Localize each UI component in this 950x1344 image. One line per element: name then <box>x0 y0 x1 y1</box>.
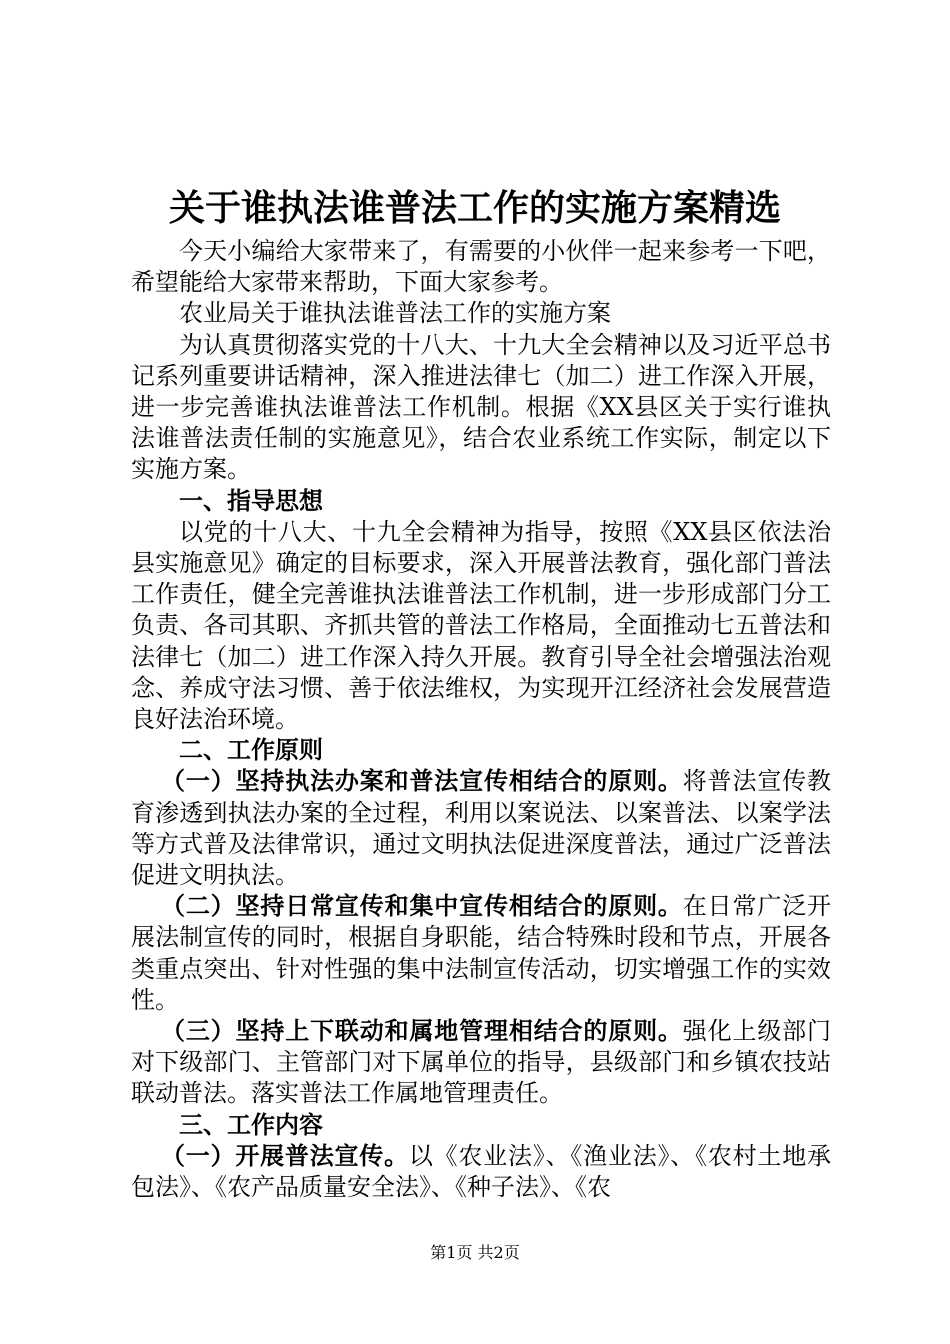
principle-3-text: 强化上级部门对下级部门、主管部门对下属单位的指导，县级部门和乡镇农技站联动普法。落实普法工作属地管理责任。 <box>131 1017 832 1108</box>
principle-1-text: 将普法宣传教育渗透到执法办案的全过程，利用以案说法、以案普法、以案学法等方式普及法律常识，通过文明执法促进深度普法，通过广泛普法促进文明执法。 <box>131 767 832 890</box>
content-1-text: 以《农业法》、《渔业法》、《农村土地承包法》、《农产品质量安全法》、《种子法》、《农 <box>131 1141 832 1202</box>
principle-paragraph-1 <box>131 766 831 891</box>
principle-3-lead: （三）坚持上下联动和属地管理相结合的原则。 <box>161 1017 683 1046</box>
principle-1-lead: （一）坚持执法办案和普法宣传相结合的原则。 <box>161 767 683 796</box>
content-paragraph-1 <box>131 1141 831 1203</box>
section-heading-work-principles: 二、工作原则 <box>179 736 323 765</box>
intro-paragraph: 今天小编给大家带来了，有需要的小伙伴一起来参考一下吧，希望能给大家带来帮助，下面大家参考。 <box>131 237 831 297</box>
preamble-paragraph: 为认真贯彻落实党的十八大、十九大全会精神以及习近平总书记系列重要讲话精神，深入推进法律七（加二）进工作深入开展，进一步完善谁执法谁普法工作机制。根据《XX县区关于实行谁执法谁普法责任制的实施意见》，结合农业系统工作实际，制定以下实施方案。 <box>131 330 831 484</box>
section-heading-guiding-ideology: 一、指导思想 <box>179 486 323 515</box>
guiding-ideology-paragraph: 以党的十八大、十九全会精神为指导，按照《XX县区依法治县实施意见》确定的目标要求，深入开展普法教育，强化部门普法工作责任，健全完善谁执法谁普法工作机制，进一步形成部门分工负责、各司其职、齐抓共管的普法工作格局，全面推动七五普法和法律七（加二）进工作深入持久开展。教育引导全社会增强法治观念、养成守法习惯、善于依法维权，为实现开江经济社会发展营造良好法治环境。 <box>131 517 831 734</box>
content-1-lead: （一）开展普法宣传。 <box>161 1141 409 1170</box>
principle-2-lead: （二）坚持日常宣传和集中宣传相结合的原则。 <box>161 892 683 921</box>
page-number: 第1页 共2页 <box>430 1243 520 1262</box>
document-body <box>131 236 831 1203</box>
document-title: 关于谁执法谁普法工作的实施方案精选 <box>168 188 781 229</box>
plan-subtitle: 农业局关于谁执法谁普法工作的实施方案 <box>179 299 611 328</box>
principle-paragraph-3 <box>131 1016 831 1110</box>
section-heading-work-content: 三、工作内容 <box>179 1110 323 1139</box>
principle-2-text: 在日常广泛开展法制宣传的同时，根据自身职能，结合特殊时段和节点，开展各类重点突出、针对性强的集中法制宣传活动，切实增强工作的实效性。 <box>131 892 832 1014</box>
principle-paragraph-2 <box>131 891 831 1016</box>
